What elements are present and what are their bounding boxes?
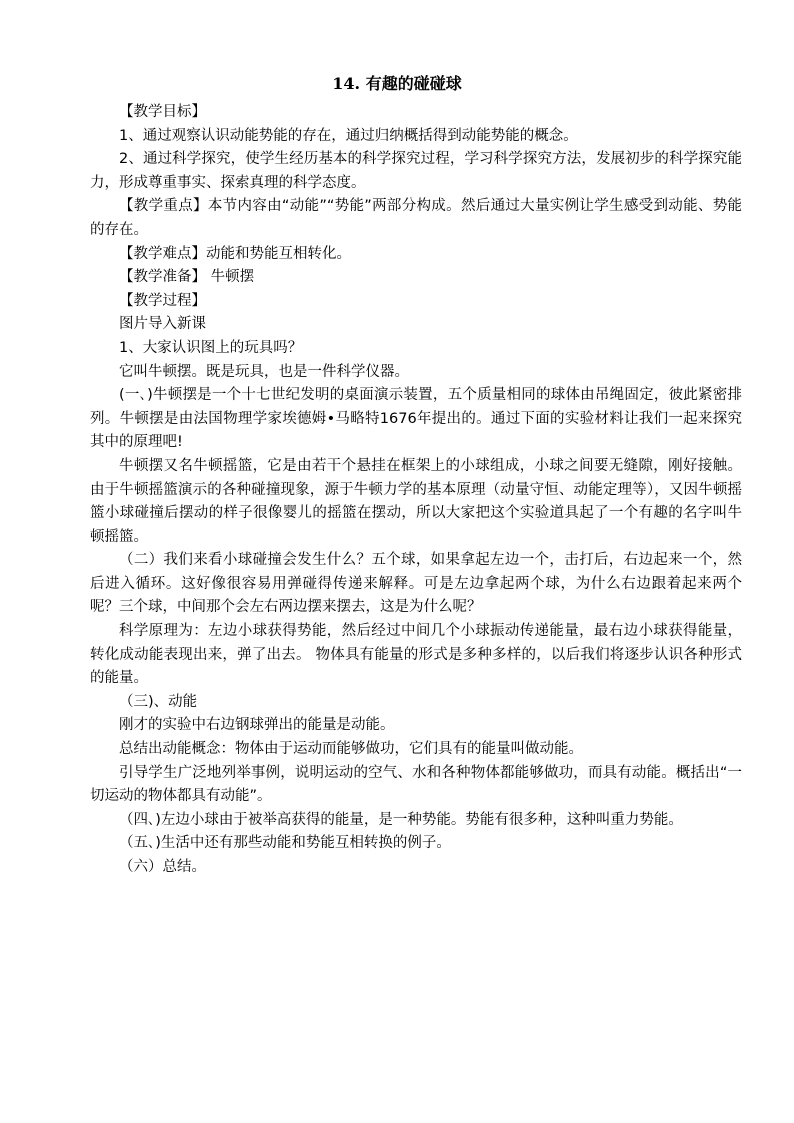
paragraph-kinetic-energy: 刚才的实验中右边钢球弹出的能量是动能。 [119, 717, 395, 734]
paragraph-objective-2: 2、通过科学探究，使学生经历基本的科学探究过程，学习科学探究方法，发展初步的科学探究能力，形成尊重事实、探索真理的科学态度。 [90, 151, 742, 191]
paragraph-intro: 图片导入新课 [119, 316, 206, 333]
paragraph-kinetic-concept: 总结出动能概念：物体由于运动而能够做功，它们具有的能量叫做动能。 [119, 741, 583, 758]
section-heading-objectives: 【教学目标】 [119, 104, 206, 120]
paragraph-question-1: 1、大家认识图上的玩具吗？ [119, 339, 303, 356]
paragraph-part-5: （五､)生活中还有那些动能和势能互相转换的例子。 [119, 835, 451, 852]
paragraph-cradle-description: 牛顿摆又名牛顿摇篮，它是由若干个悬挂在框架上的小球组成，小球之间要无缝隙，刚好接触。由于牛顿摇篮演示的各种碰撞现象，源于牛顿力学的基本原理（动量守恒、动能定理等），又因牛顿摇篮小球碰撞后摆动的样子很像婴儿的摇篮在摆动，所以大家把这个实验道具起了一个有趣的名字叫牛顿摇篮。 [90, 457, 742, 545]
paragraph-key-points: 【教学重点】本节内容由“动能”“势能”两部分构成。然后通过大量实例让学生感受到动能、势能的存在。 [90, 198, 742, 238]
document-title: 14. 有趣的碰碰球 [332, 74, 462, 93]
paragraph-examples: 引导学生广泛地列举事例，说明运动的空气、水和各种物体都能够做功，而具有动能。概括出“一切运动的物体都具有动能”。 [90, 764, 742, 805]
paragraph-difficulties: 【教学难点】动能和势能互相转化。 [119, 245, 351, 262]
paragraph-part-2: （二）我们来看小球碰撞会发生什么？五个球，如果拿起左边一个，击打后，右边起来一个，然后进入循环。这好像很容易用弹碰得传递来解释。可是左边拿起两个球，为什么右边跟着起来两个呢？三个球，中间那个会左右两边摆来摆去，这是为什么呢？ [90, 552, 742, 616]
paragraph-part-6: （六）总结。 [119, 859, 206, 875]
paragraph-newton-cradle: 它叫牛顿摆。既是玩具，也是一件科学仪器。 [119, 363, 409, 380]
paragraph-principle: 科学原理为：左边小球获得势能，然后经过中间几个小球振动传递能量，最右边小球获得能量，转化成动能表现出来，弹了出去。 物体具有能量的形式是多种多样的，以后我们将逐步认识各种形式的能量。 [90, 623, 742, 687]
document-body [90, 101, 742, 880]
section-heading-process: 【教学过程】 [119, 292, 206, 309]
paragraph-preparation: 【教学准备】 牛顿摆 [119, 269, 255, 286]
paragraph-objective-1: 1、通过观察认识动能势能的存在，通过归纳概括得到动能势能的概念。 [119, 127, 578, 144]
paragraph-part-3: （三)、动能 [119, 693, 198, 710]
paragraph-part-1: (一､)牛顿摆是一个十七世纪发明的桌面演示装置，五个质量相同的球体由吊绳固定，彼此紧密排列。牛顿摆是由法国物理学家埃德姆•马略特1676年提出的。通过下面的实验材料让我们一起来探究其中的原理吧! [90, 387, 742, 451]
paragraph-part-4: （四､)左边小球由于被举高获得的能量，是一种势能。势能有很多种，这种叫重力势能。 [119, 811, 683, 828]
